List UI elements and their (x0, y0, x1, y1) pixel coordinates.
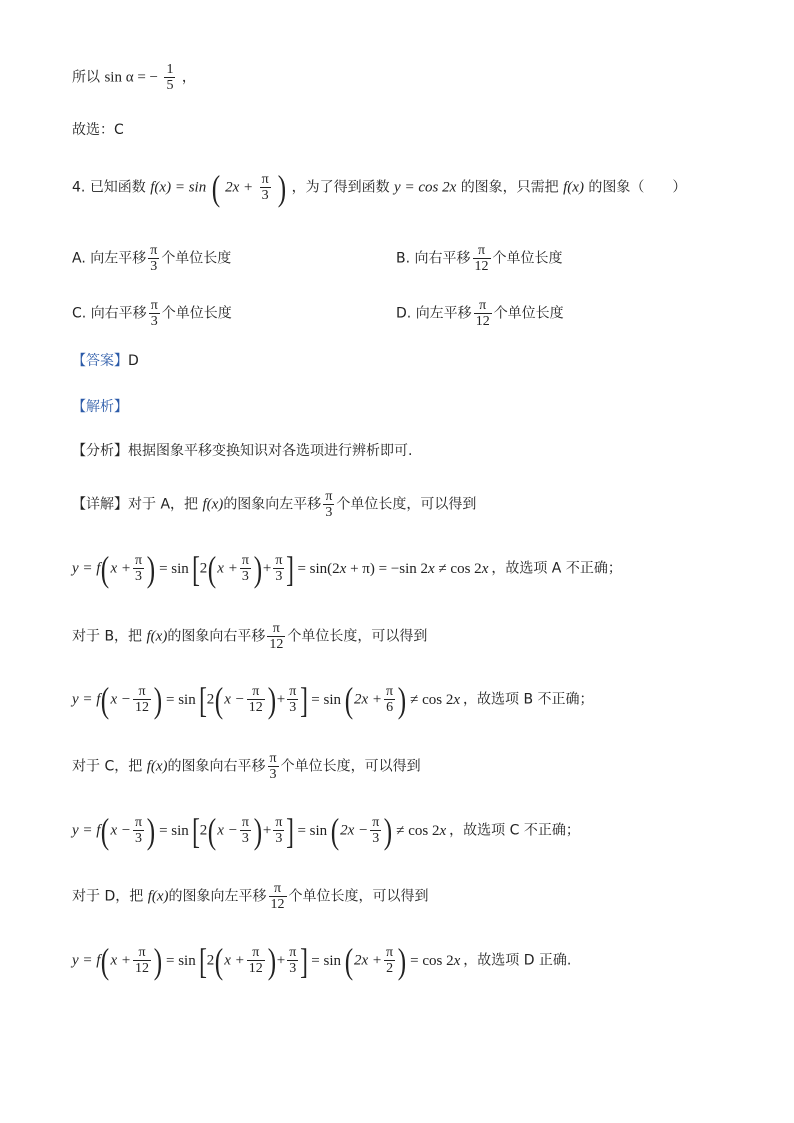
answer-tag: 【答案】 (72, 353, 128, 369)
question-fraction: $\frac{\pi}{3}$ (261, 172, 269, 203)
detail-d-intro: 对于 D，把 f(x)的图象向左平移 $\frac{\pi}{12}$ 个单位长度，可以得到 (72, 881, 429, 912)
conclusion-fraction: $\frac{1}{5}$ (166, 62, 174, 93)
choice-c: C. 向右平移 $\frac{\pi}{3}$ 个单位长度 (72, 298, 232, 329)
detail-c-formula: y = f(x − $\frac{\pi}{3}$ ) = sin[2(x − $\frac{\pi}{3}$ )+ $\frac{\pi}{3}$ ] = sin (2x − $\frac{\pi}{3}$ ) ≠ cos 2x ，故选项 C 不正确； (72, 810, 580, 851)
detail-a-formula: y = f(x + $\frac{\pi}{3}$ ) = sin[2(x + $\frac{\pi}{3}$ )+ $\frac{\pi}{3}$ ] = sin(2x + π) = −sin 2x ≠ cos 2x ，故选项 A 不正确； (72, 548, 622, 589)
previous-answer: 故选：C (72, 122, 124, 138)
conclusion-prefix: 所以 (72, 69, 100, 86)
choice-b: B. 向右平移 $\frac{\pi}{12}$ 个单位长度 (396, 243, 563, 274)
question-stem: 4. 已知函数 f(x) = sin ( 2x + $\frac{\pi}{3}$ ) ，为了得到函数 y = cos 2x 的图象，只需把 f(x) 的图象（ ） (72, 167, 687, 208)
detail-b-intro: 对于 B，把 f(x)的图象向右平移 $\frac{\pi}{12}$ 个单位长度，可以得到 (72, 621, 428, 652)
detail-a-intro: 【详解】对于 A，把 f(x)的图象向左平移 $\frac{\pi}{3}$ 个单位长度，可以得到 (72, 489, 477, 520)
answer-value: D (128, 353, 139, 369)
analysis-line: 【分析】根据图象平移变换知识对各选项进行辨析即可. (72, 443, 413, 459)
answer-line (72, 351, 139, 371)
conclusion-line: 所以 sin α = − $\frac{1}{5}$ ， (72, 62, 196, 93)
detail-c-intro: 对于 C，把 f(x)的图象向右平移 $\frac{\pi}{3}$ 个单位长度，可以得到 (72, 751, 421, 782)
choice-d: D. 向左平移 $\frac{\pi}{12}$ 个单位长度 (396, 298, 564, 329)
conclusion-lhs: sin α = − (104, 69, 158, 86)
question-number: 4. (72, 179, 86, 196)
detail-b-formula: y = f(x − $\frac{\pi}{12}$ ) = sin[2(x − $\frac{\pi}{12}$ )+ $\frac{\pi}{3}$ ] = sin (2x + $\frac{\pi}{6}$ ) ≠ cos 2x ，故选项 B 不正确； (72, 679, 594, 720)
analysis-tag: 【解析】 (72, 399, 128, 415)
detail-d-formula: y = f(x + $\frac{\pi}{12}$ ) = sin[2(x + $\frac{\pi}{12}$ )+ $\frac{\pi}{3}$ ] = sin (2x + $\frac{\pi}{2}$ ) = cos 2x ，故选项 D 正确. (72, 940, 572, 981)
choice-a: A. 向左平移 $\frac{\pi}{3}$ 个单位长度 (72, 243, 232, 274)
